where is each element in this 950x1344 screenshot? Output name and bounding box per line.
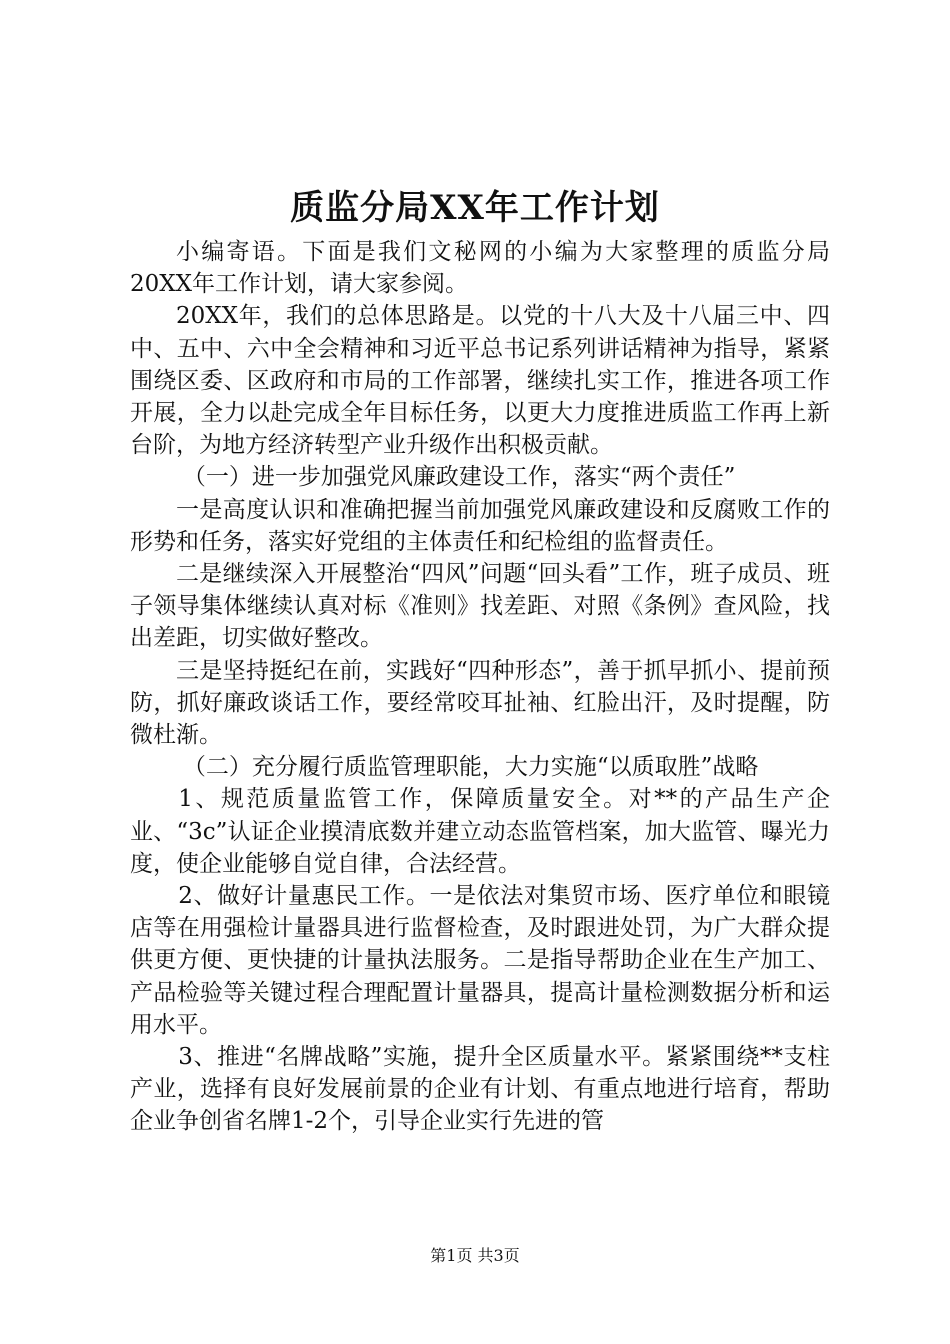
document-body [130,236,830,1138]
list-item: 1、规范质量监管工作，保障质量安全。对**的产品生产企业、“3c”认证企业摸清底数并建立动态监管档案，加大监管、曝光力度，使企业能够自觉自律，合法经营。 [130,786,830,877]
section-heading-1: （一）进一步加强党风廉政建设工作，落实“两个责任” [182,464,736,491]
intro-paragraph: 小编寄语。下面是我们文秘网的小编为大家整理的质监分局20XX年工作计划，请大家参阅。 [130,239,830,298]
list-item: 2、做好计量惠民工作。一是依法对集贸市场、医疗单位和眼镜店等在用强检计量器具进行监督检查，及时跟进处罚，为广大群众提供更方便、更快捷的计量执法服务。二是指导帮助企业在生产加工、产品检验等关键过程合理配置计量器具，提高计量检测数据分析和运用水平。 [130,883,830,1038]
overall-idea-paragraph: 20XX年，我们的总体思路是。以党的十八大及十八届三中、四中、五中、六中全会精神和习近平总书记系列讲话精神为指导，紧紧围绕区委、区政府和市局的工作部署，继续扎实工作，推进各项工作开展，全力以赴完成全年目标任务，以更大力度推进质监工作再上新台阶，为地方经济转型产业升级作出积极贡献。 [130,303,830,459]
page-number-footer: 第1页 共3页 [430,1246,520,1265]
list-item: 3、推进“名牌战略”实施，提升全区质量水平。紧紧围绕**支柱产业，选择有良好发展前景的企业有计划、有重点地进行培育，帮助企业争创省名牌1-2个，引导企业实行先进的管 [130,1044,830,1135]
body-paragraph: 三是坚持挺纪在前，实践好“四种形态”，善于抓早抓小、提前预防，抓好廉政谈话工作，要经常咬耳扯袖、红脸出汗，及时提醒，防微杜渐。 [130,657,830,749]
body-paragraph: 一是高度认识和准确把握当前加强党风廉政建设和反腐败工作的形势和任务，落实好党组的主体责任和纪检组的监督责任。 [130,496,830,555]
body-paragraph: 二是继续深入开展整治“四风”问题“回头看”工作，班子成员、班子领导集体继续认真对标《准则》找差距、对照《条例》查风险，找出差距，切实做好整改。 [130,561,830,652]
section-heading-2: （二）充分履行质监管理职能，大力实施“以质取胜”战略 [182,754,759,781]
document-title: 质监分局XX年工作计划 [290,188,660,228]
